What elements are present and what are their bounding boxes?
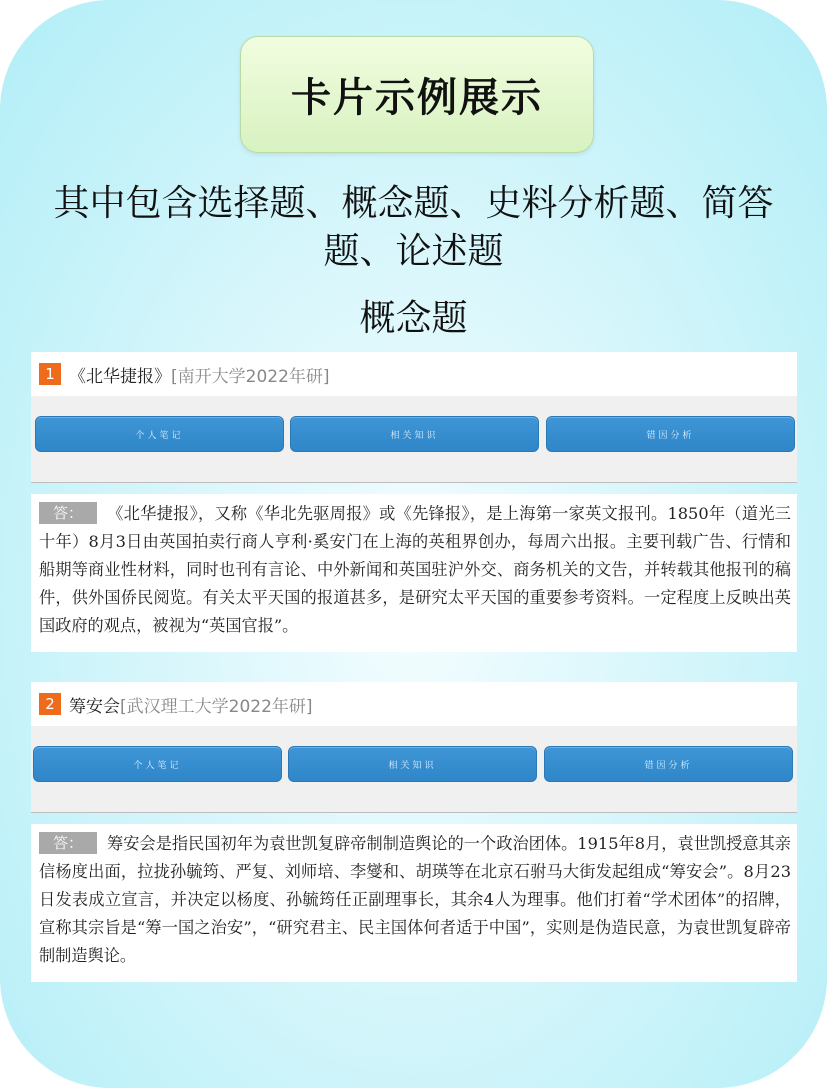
card-button-bar-1 — [31, 396, 797, 483]
answer-block-2 — [31, 824, 797, 982]
answer-text: 《北华捷报》，又称《华北先驱周报》或《先锋报》，是上海第一家英文报刊。1850年（道光三十年）8月3日由英国拍卖行商人亨利·奚安门在上海的英租界创办，每周六出报。主要刊载广告、行情和船期等商业性材料，同时也刊有言论、中外新闻和英国驻沪外交、商务机关的文告，并转载其他报刊的稿件，供外国侨民阅览。有关太平天国的报道甚多，是研究太平天国的重要参考资料。一定程度上反映出英国政府的观点，被视为“英国官报”。 — [39, 504, 791, 635]
question-title: 筹安会 — [69, 696, 120, 717]
related-knowledge-button[interactable]: 相关知识 — [288, 746, 537, 782]
answer-label: 答： — [39, 832, 97, 854]
answer-text: 筹安会是指民国初年为袁世凯复辟帝制制造舆论的一个政治团体。1915年8月，袁世凯授意其亲信杨度出面，拉拢孙毓筠、严复、刘师培、李燮和、胡瑛等在北京石驸马大街发起组成“筹安会”。8月23日发表成立宣言，并决定以杨度、孙毓筠任正副理事长，其余4人为理事。他们打着“学术团体”的招牌，宣称其宗旨是“筹一国之治安”，“研究君主、民主国体何者适于中国”，实则是伪造民意，为袁世凯复辟帝制制造舆论。 — [39, 834, 791, 965]
error-analysis-button[interactable]: 错因分析 — [546, 416, 795, 452]
question-title: 《北华捷报》 — [69, 366, 171, 387]
answer-label: 答： — [39, 502, 97, 524]
question-number-badge: 2 — [39, 693, 61, 715]
section-title: 概念题 — [359, 298, 468, 339]
question-number-badge: 1 — [39, 363, 61, 385]
card-header-2 — [31, 682, 797, 726]
title-banner — [240, 36, 594, 153]
personal-notes-button[interactable]: 个人笔记 — [35, 416, 284, 452]
card-header-1 — [31, 352, 797, 396]
page-subtitle: 其中包含选择题、概念题、史料分析题、简答题、论述题 — [53, 183, 774, 272]
question-source: [武汉理工大学2022年研] — [120, 696, 313, 717]
answer-block-1 — [31, 494, 797, 652]
error-analysis-button[interactable]: 错因分析 — [544, 746, 793, 782]
card-button-bar-2 — [31, 726, 797, 813]
question-source: [南开大学2022年研] — [171, 366, 330, 387]
personal-notes-button[interactable]: 个人笔记 — [33, 746, 282, 782]
related-knowledge-button[interactable]: 相关知识 — [290, 416, 539, 452]
page-title: 卡片示例展示 — [291, 75, 543, 121]
